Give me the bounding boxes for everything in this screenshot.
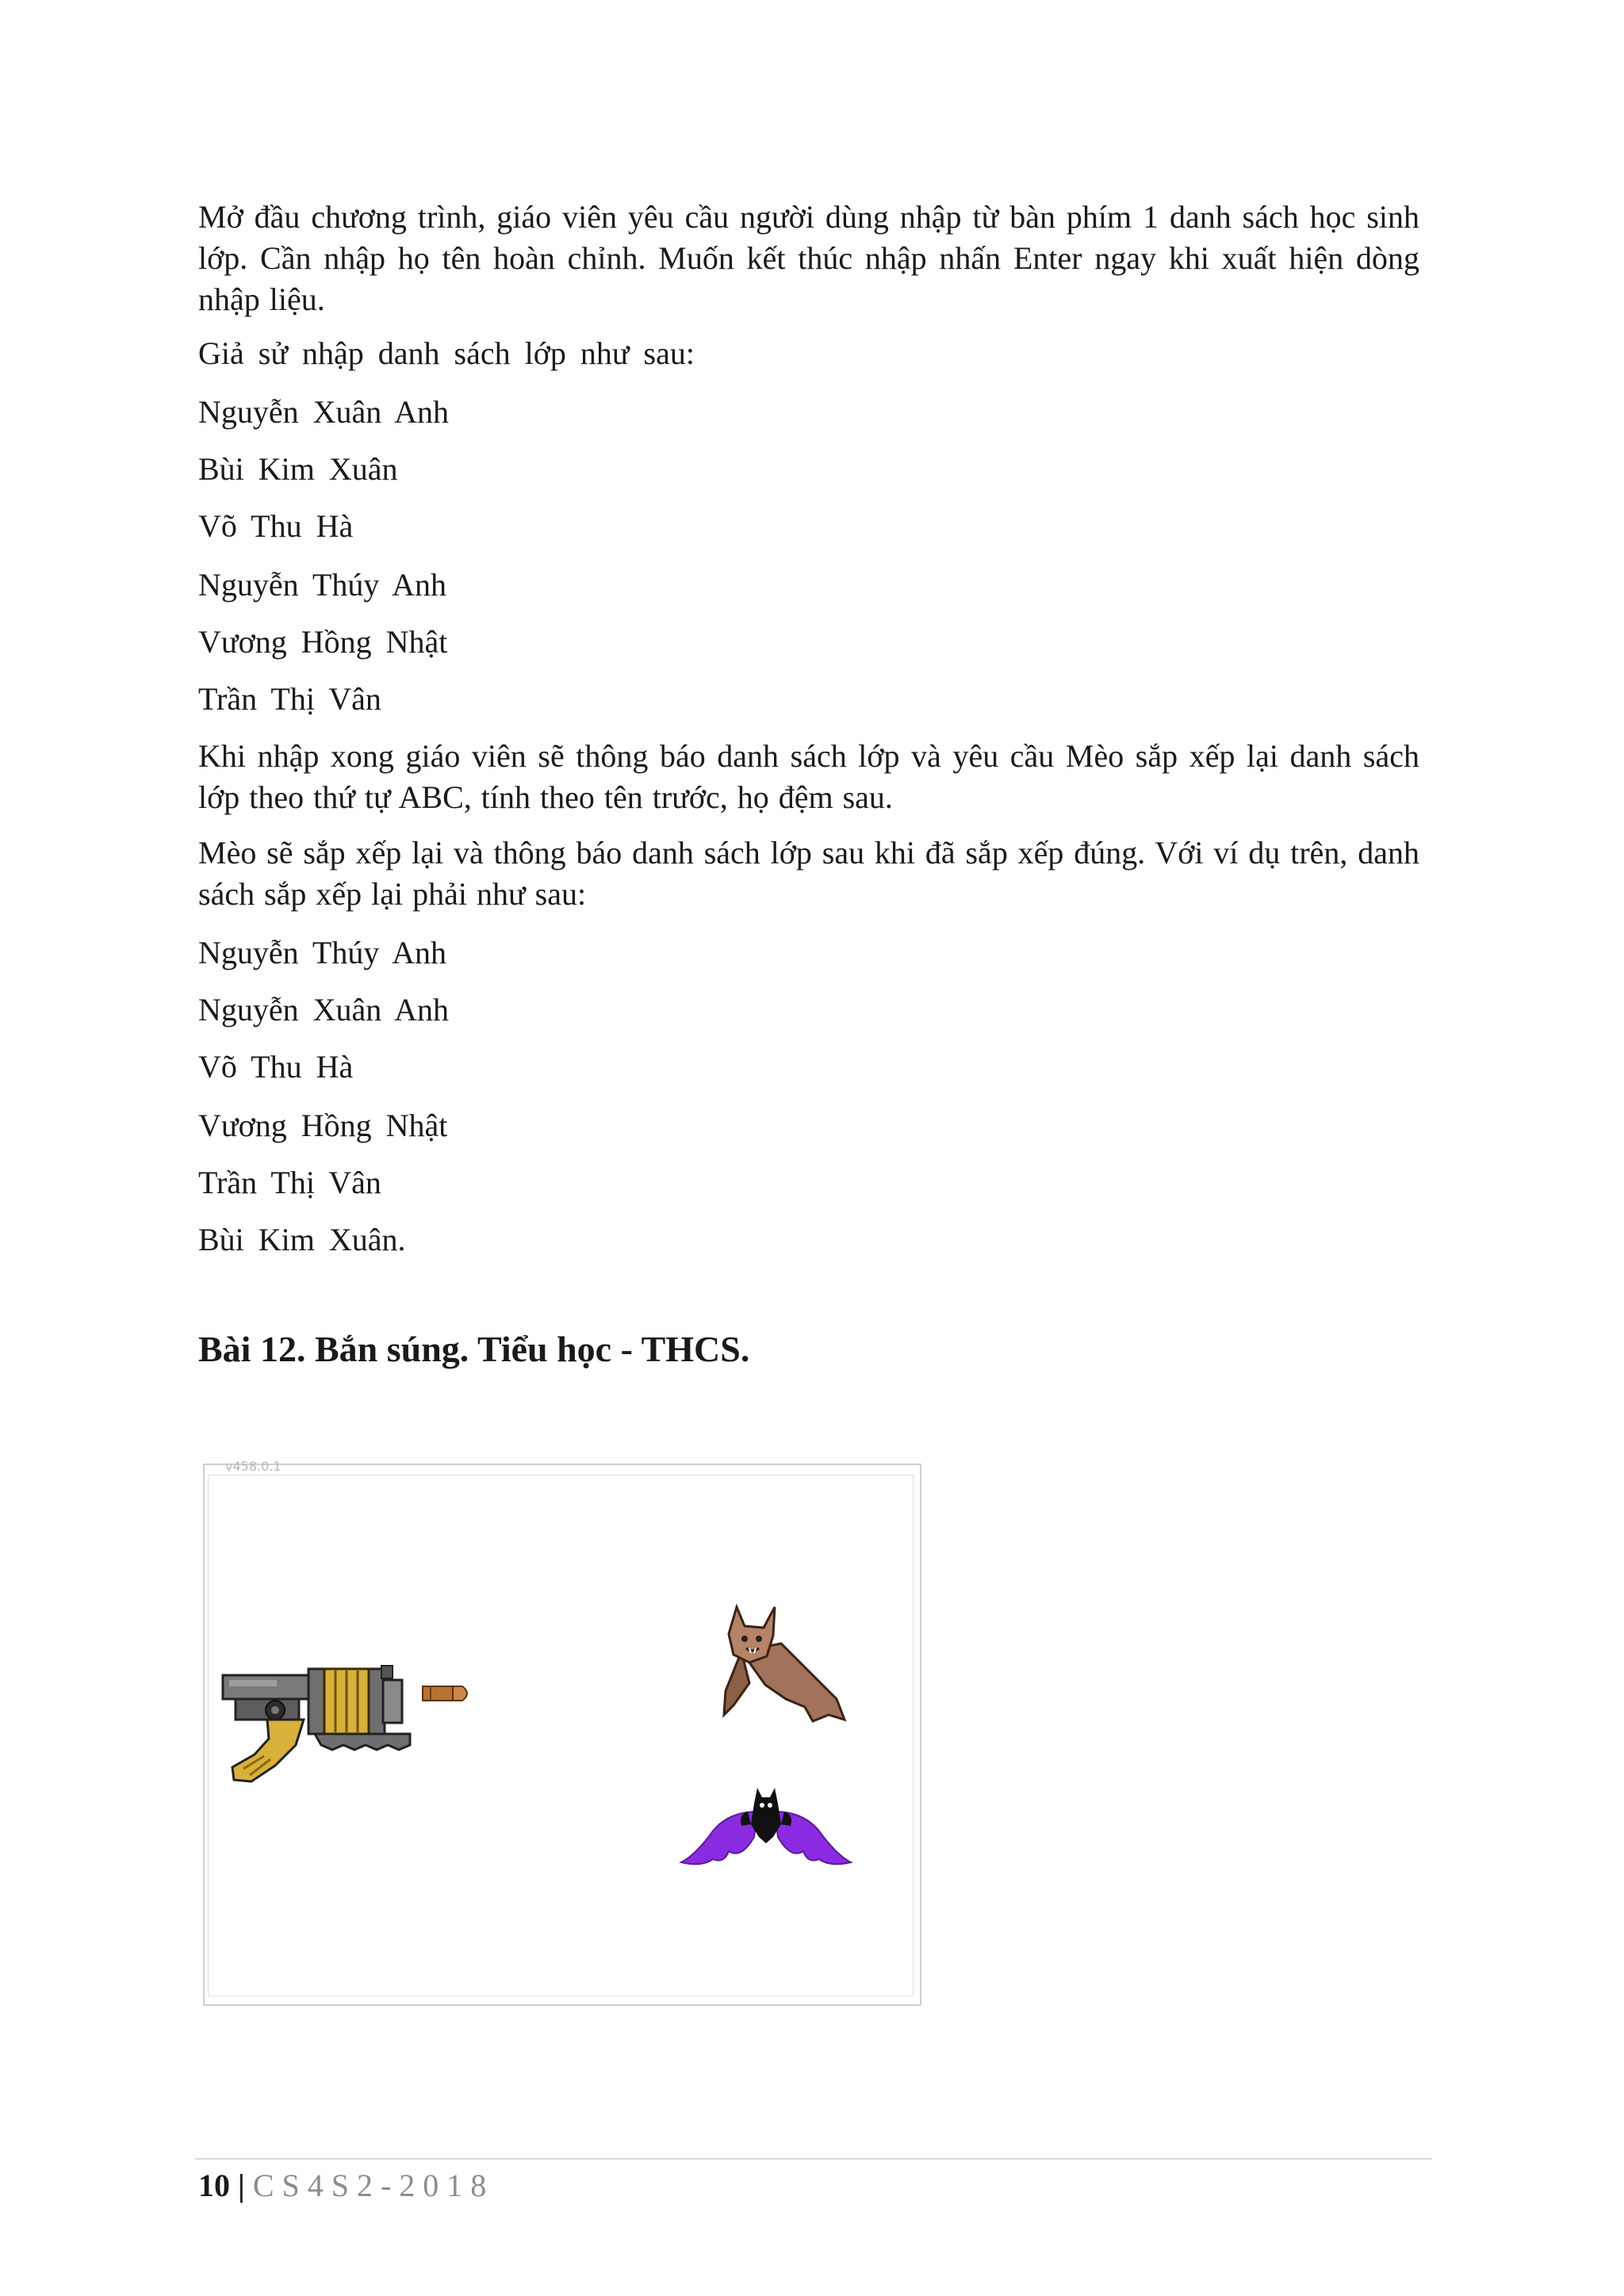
page-number: 10 (198, 2168, 230, 2203)
brown-bat-sprite (718, 1596, 852, 1731)
list-item: Trần Thị Vân (198, 681, 381, 717)
list-item: Nguyễn Thúy Anh (198, 567, 447, 603)
footer-doc-label: CS4S2-2018 (252, 2168, 495, 2203)
list-item: Bùi Kim Xuân (198, 451, 398, 487)
stage-canvas (208, 1475, 914, 1996)
list-item: Vương Hồng Nhật (198, 624, 448, 660)
intro-paragraph: Mở đầu chương trình, giáo viên yêu cầu người dùng nhập từ bàn phím 1 danh sách học sinh lớp. Cần nhập họ tên hoàn chỉnh. Muốn kết thúc nhập nhấn Enter ngay khi xuất hiện dòng nhập liệu. (198, 199, 1419, 317)
list-item: Trần Thị Vân (198, 1165, 381, 1200)
footer-divider (195, 2158, 1432, 2160)
scratch-stage (203, 1459, 921, 2006)
list-item: Võ Thu Hà (198, 508, 354, 544)
section-heading: Bài 12. Bắn súng. Tiểu học - THCS. (198, 1329, 750, 1369)
purple-bat-sprite (678, 1780, 854, 1875)
list-item: Nguyễn Thúy Anh (198, 935, 447, 970)
bullet-sprite (421, 1682, 473, 1705)
list-item: Vương Hồng Nhật (198, 1108, 448, 1143)
page-footer (198, 2166, 494, 2206)
gun-sprite (220, 1663, 418, 1789)
example-intro-text: Giả sử nhập danh sách lớp như sau: (198, 335, 695, 371)
footer-separator: | (230, 2168, 253, 2203)
list-item: Nguyễn Xuân Anh (198, 394, 449, 430)
stage-version-label: v458.0.1 (225, 1459, 282, 1474)
list-item: Nguyễn Xuân Anh (198, 992, 449, 1027)
sorted-intro-paragraph: Mèo sẽ sắp xếp lại và thông báo danh sách lớp sau khi đã sắp xếp đúng. Với ví dụ trên, danh sách sắp xếp lại phải như sau: (198, 835, 1419, 912)
list-item: Bùi Kim Xuân. (198, 1222, 406, 1257)
list-item: Võ Thu Hà (198, 1049, 354, 1085)
after-input-paragraph: Khi nhập xong giáo viên sẽ thông báo danh sách lớp và yêu cầu Mèo sắp xếp lại danh sách lớp theo thứ tự ABC, tính theo tên trước, họ đệm sau. (198, 738, 1419, 815)
